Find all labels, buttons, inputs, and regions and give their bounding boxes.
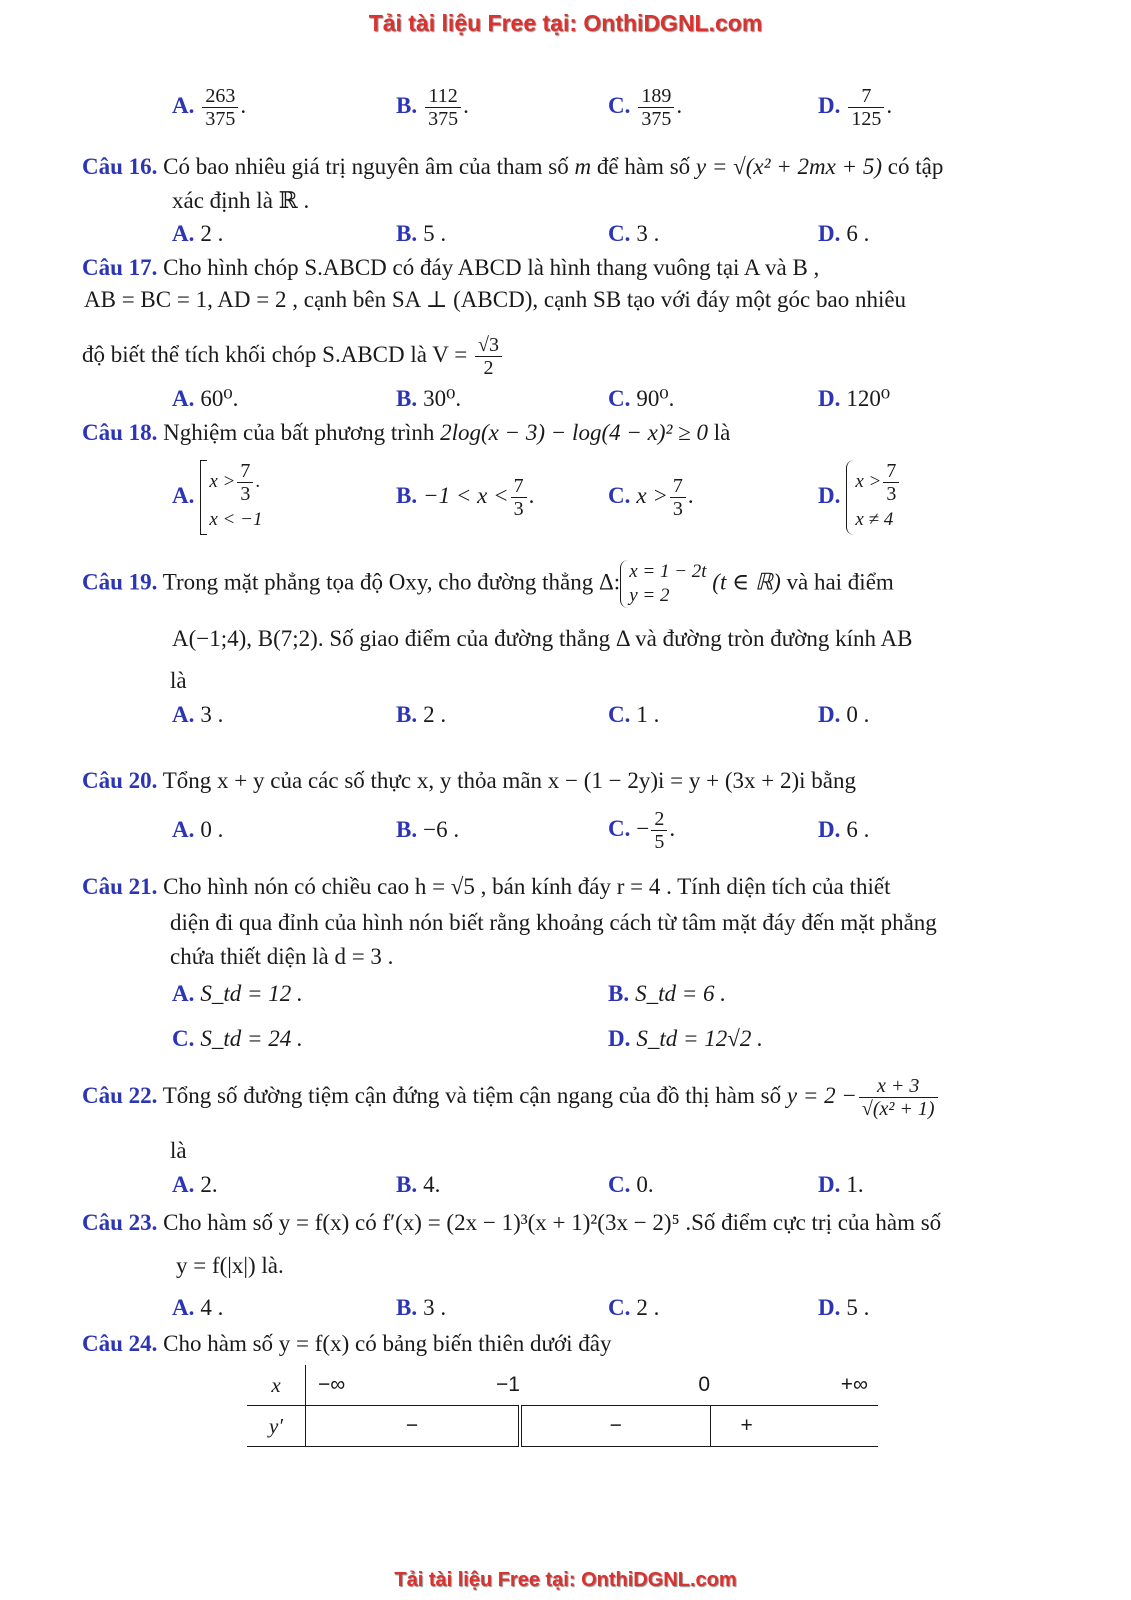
q20-option-a[interactable]: A. 0 . [172, 817, 224, 842]
q17-option-c[interactable]: C. 90⁰. [608, 386, 675, 411]
table-cell: − [306, 1406, 521, 1447]
q16-option-c[interactable]: C. 3 . [608, 221, 660, 246]
q21-line3: chứa thiết diện là d = 3 . [170, 944, 394, 969]
q17-option-b[interactable]: B. 30⁰. [396, 386, 462, 411]
q18-option-a[interactable]: A. x > $\frac{7}{3}$ . x < −1 [172, 460, 262, 535]
q18-option-b[interactable]: B. −1 < x < $\frac{7}{3}$ . [396, 475, 535, 520]
brace-system: x > $\frac{7}{3}$ x ≠ 4 [846, 460, 901, 535]
q19-line3: là [170, 668, 187, 693]
q18-option-d[interactable]: D. x > $\frac{7}{3}$ x ≠ 4 [818, 460, 901, 535]
q17-option-d[interactable]: D. 120⁰ [818, 386, 891, 411]
q19-option-a[interactable]: A. 3 . [172, 702, 224, 727]
q20-option-c[interactable]: C. − $\frac{2}{5}$ . [608, 808, 676, 853]
table-cell: y′ [247, 1406, 306, 1447]
q21-option-a[interactable]: A. S_td = 12 . [172, 981, 303, 1006]
q20-option-b[interactable]: B. −6 . [396, 817, 460, 842]
table-cell: −∞ [306, 1365, 409, 1406]
q23-line2: y = f(|x|) là. [176, 1253, 284, 1278]
q18-option-c[interactable]: C. x > $\frac{7}{3}$ . [608, 475, 694, 520]
q15-option-d[interactable]: D. $\frac{7}{125}$ . [818, 85, 893, 130]
q21-line1: Câu 21. Cho hình nón có chiều cao h = √5 , bán kính đáy r = 4 . Tính diện tích của thiết [82, 874, 891, 899]
q21-option-c[interactable]: C. S_td = 24 . [172, 1026, 303, 1051]
q22-option-d[interactable]: D. 1. [818, 1172, 864, 1197]
table-cell: − [520, 1406, 710, 1447]
q22-line2: là [170, 1138, 187, 1163]
q23-option-b[interactable]: B. 3 . [396, 1295, 447, 1320]
q16-line2: xác định là ℝ . [172, 188, 310, 213]
q23-line1: Câu 23. Cho hàm số y = f(x) có f′(x) = (2x − 1)³(x + 1)²(3x − 2)⁵ .Số điểm cực trị của hàm số [82, 1210, 942, 1235]
q17-line2: AB = BC = 1, AD = 2 , cạnh bên SA ⊥ (ABCD), cạnh SB tạo với đáy một góc bao nhiêu [84, 287, 907, 312]
q23-option-a[interactable]: A. 4 . [172, 1295, 224, 1320]
table-header-row [247, 1365, 878, 1406]
q21-option-b[interactable]: B. S_td = 6 . [608, 981, 727, 1006]
q19-line2: A(−1;4), B(7;2). Số giao điểm của đường thẳng Δ và đường tròn đường kính AB [172, 626, 913, 651]
q17-option-a[interactable]: A. 60⁰. [172, 386, 239, 411]
q24-line1: Câu 24. Cho hàm số y = f(x) có bảng biến thiên dưới đây [82, 1331, 612, 1356]
q16-option-a[interactable]: A. 2 . [172, 221, 224, 246]
q23-option-d[interactable]: D. 5 . [818, 1295, 870, 1320]
q22-option-a[interactable]: A. 2. [172, 1172, 218, 1197]
variation-table [247, 1365, 878, 1447]
q17-line1: Câu 17. Cho hình chóp S.ABCD có đáy ABCD là hình thang vuông tại A và B , [82, 255, 820, 280]
table-row [247, 1406, 878, 1447]
q15-option-c[interactable]: C. $\frac{189}{375}$ . [608, 85, 683, 130]
q22-line1: Câu 22. Tổng số đường tiệm cận đứng và tiệm cận ngang của đồ thị hàm số y = 2 − $\frac{x + 3}{\text{√(x² + 1)}}$ [82, 1075, 940, 1120]
bracket-system: x > $\frac{7}{3}$ . x < −1 [200, 460, 262, 535]
q16-option-d[interactable]: D. 6 . [818, 221, 870, 246]
q19-line1: Câu 19. Trong mặt phẳng tọa độ Oxy, cho đường thẳng Δ: x = 1 − 2t y = 2 (t ∈ ℝ) và hai điểm [82, 561, 894, 606]
q22-option-c[interactable]: C. 0. [608, 1172, 654, 1197]
q23-option-c[interactable]: C. 2 . [608, 1295, 660, 1320]
q18-line1: Câu 18. Nghiệm của bất phương trình 2log(x − 3) − log(4 − x)² ≥ 0 là [82, 420, 731, 445]
q20-line1: Câu 20. Tổng x + y của các số thực x, y thỏa mãn x − (1 − 2y)i = y + (3x + 2)i bằng [82, 768, 857, 793]
q19-option-d[interactable]: D. 0 . [818, 702, 870, 727]
bottom-banner[interactable]: Tải tài liệu Free tại: OnthiDGNL.com [394, 1569, 737, 1591]
q16-line1: Câu 16. Có bao nhiêu giá trị nguyên âm của tham số m để hàm số y = √(x² + 2mx + 5) có tập [82, 154, 944, 179]
table-cell: + [710, 1406, 878, 1447]
table-cell: x [247, 1365, 306, 1406]
q19-option-c[interactable]: C. 1 . [608, 702, 660, 727]
table-cell: 0 [520, 1365, 710, 1406]
q20-option-d[interactable]: D. 6 . [818, 817, 870, 842]
table-cell: −1 [408, 1365, 520, 1406]
q16-option-b[interactable]: B. 5 . [396, 221, 447, 246]
top-banner[interactable]: Tải tài liệu Free tại: OnthiDGNL.com [368, 10, 763, 36]
q19-option-b[interactable]: B. 2 . [396, 702, 447, 727]
table-cell: +∞ [710, 1365, 878, 1406]
q21-line2: diện đi qua đỉnh của hình nón biết rằng khoảng cách từ tâm mặt đáy đến mặt phẳng [170, 910, 937, 935]
q22-option-b[interactable]: B. 4. [396, 1172, 441, 1197]
q17-line3: độ biết thể tích khối chóp S.ABCD là V = $\frac{√3}{2}$ [82, 334, 504, 379]
q15-option-a[interactable]: A. $\frac{263}{375}$ . [172, 85, 247, 130]
q21-option-d[interactable]: D. S_td = 12√2 . [608, 1026, 763, 1051]
q15-option-b[interactable]: B. $\frac{112}{375}$ . [396, 85, 469, 130]
